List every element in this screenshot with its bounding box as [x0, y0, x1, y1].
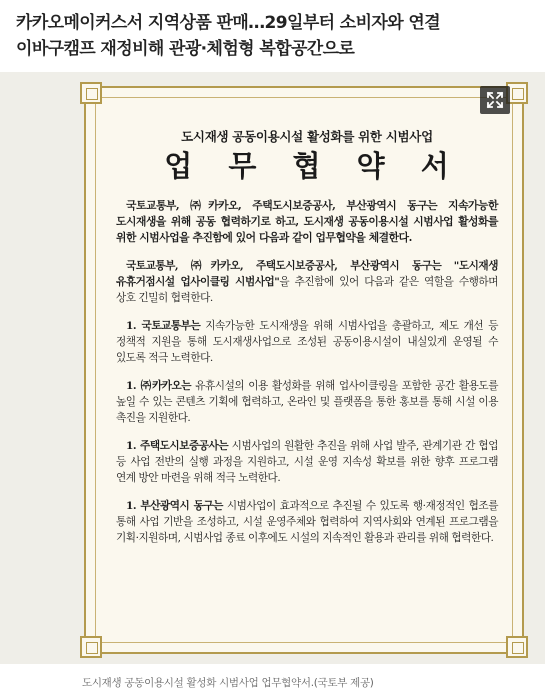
- clause-donggu-text: 시범사업이 효과적으로 추진될 수 있도록 행·재정적인 협조를 통해 사업 기반을 조성하고, 시설 운영주체와 협력하여 지역사회와 연계된 프로그램을 기획·지원하며, 시범사업 종료 이후에도 시설의 지속적인 활용과 관리를 위해 협력한다.: [116, 500, 499, 544]
- clause-donggu-lead: 1. 부산광역시 동구는: [126, 500, 223, 512]
- clause-hug-text: 시범사업의 원활한 추진을 위해 사업 발주, 관계기관 간 협업 등 사업 전반의 실행 과정을 지원하고, 시설 운영 지속성 확보를 위한 향후 프로그램 연계 방안 마련을 위해 적극 노력한다.: [116, 440, 498, 484]
- expand-icon: [486, 91, 504, 109]
- document-frame: [84, 86, 524, 654]
- article-photo[interactable]: [0, 72, 545, 664]
- headline-line-2: 이바구캠프 재정비해 관광·체험형 복합공간으로: [16, 39, 355, 59]
- roles-intro-parties: 국토교통부, ㈜카카오, 주택도시보증공사, 부산광역시 동구는: [126, 260, 442, 272]
- agreement-document: [116, 128, 498, 554]
- clause-kakao-lead: 1. ㈜카카오는: [126, 380, 192, 392]
- frame-corner-ornament: [506, 636, 528, 658]
- document-clause-molit: [116, 318, 498, 366]
- document-clause-donggu: [116, 498, 498, 546]
- headline-line-1: 카카오메이커스서 지역상품 판매…29일부터 소비자와 연결: [16, 13, 441, 33]
- document-preamble: 국토교통부, ㈜카카오, 주택도시보증공사, 부산광역시 동구는 지속가능한 도시재생을 위해 공동 협력하기로 하고, 도시재생 공동이용시설 시범사업 활성화를 위한 시범사업을 추진함에 있어 다음과 같이 업무협약을 체결한다.: [116, 199, 498, 244]
- clause-hug-lead: 1. 주택도시보증공사는: [126, 440, 229, 452]
- frame-corner-ornament: [80, 636, 102, 658]
- document-roles-intro: [116, 258, 498, 306]
- expand-image-button[interactable]: [480, 86, 510, 114]
- document-clause-hug: [116, 438, 498, 486]
- document-subtitle: 도시재생 공동이용시설 활성화를 위한 시범사업: [181, 129, 433, 144]
- document-title: 업 무 협 약 서: [164, 149, 462, 183]
- clause-molit-lead: 1. 국토교통부는: [126, 320, 201, 332]
- photo-caption: 도시재생 공동이용시설 활성화 시범사업 업무협약서.(국토부 제공): [82, 677, 374, 689]
- document-clause-kakao: [116, 378, 498, 426]
- roles-intro-rest: 을 추진함에 있어 다음과 같은 역할을 수행하며 상호 긴밀히 협력한다.: [116, 276, 498, 304]
- roles-intro-project: "도시재생 유휴거점시설 업사이클링 시범사업": [116, 260, 498, 288]
- frame-corner-ornament: [80, 82, 102, 104]
- article-headline: [16, 10, 536, 62]
- clause-kakao-text: 유휴시설의 이용 활성화를 위해 업사이클링을 포함한 공간 활용도를 높일 수 있는 콘텐츠 기획에 협력하고, 온라인 및 플랫폼을 통한 홍보를 통해 시설 이용 촉진을 지원한다.: [116, 380, 498, 424]
- clause-molit-text: 지속가능한 도시재생을 위해 시범사업을 총괄하고, 제도 개선 등 정책적 지원을 통해 도시재생사업으로 조성된 공동이용시설이 내실있게 운영될 수 있도록 적극 노력한다.: [116, 320, 498, 364]
